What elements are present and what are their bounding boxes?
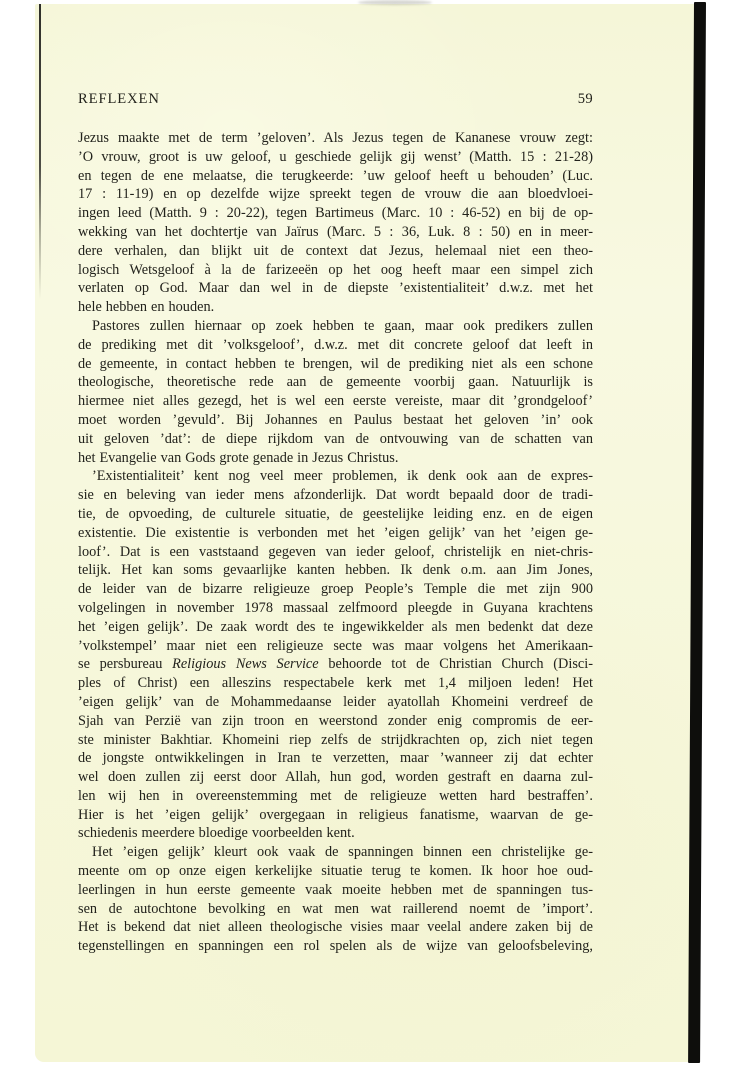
text-line <box>78 411 593 430</box>
text-run: tegenstellingen en spanningen een rol spelen als de wijze van geloofsbeleving, <box>78 938 593 955</box>
text-line <box>78 486 593 505</box>
text-run: hele hebben en houden. <box>78 299 215 316</box>
text-run: ingen leed (Matth. 9 : 20-22), tegen Bartimeus (Marc. 10 : 46-52) en bij de op- <box>78 205 593 222</box>
text-line <box>78 467 593 486</box>
italic-run: Religious News Service <box>172 656 319 673</box>
text-run: het ’eigen gelijk’. De zaak wordt des te ingewikkelder als men bedenkt dat deze <box>78 618 593 635</box>
text-run: moet worden ’gevuld’. Bij Johannes en Paulus bestaat het geloven ’in’ ook <box>78 411 593 428</box>
text-line <box>78 862 593 881</box>
text-run: sen de autochtone bevolking en wat men wat raillerend noemt de ’import’. <box>78 900 593 917</box>
text-run: de leider van de bizarre religieuze groep People’s Temple die met zijn 900 <box>78 581 593 598</box>
text-run: Jezus maakte met de term ’geloven’. Als Jezus tegen de Kananese vrouw zegt: <box>78 130 593 146</box>
text-line <box>78 505 593 524</box>
text-line <box>78 824 593 843</box>
text-line <box>78 430 593 449</box>
text-run: uit geloven ’dat’: de diepe rijkdom van de ontvouwing van de schatten van <box>78 430 593 447</box>
text-run: hiermee niet alles gezegd, het is wel een eerste vereiste, maar dit ’grondgeloof’ <box>78 393 593 410</box>
text-line <box>78 317 593 336</box>
text-run: en tegen de ene melaatse, die terugkeerde: ’uw geloof heeft u behouden’ (Luc. <box>78 167 593 184</box>
page-number: 59 <box>577 91 593 107</box>
text-line <box>78 580 593 599</box>
text-line <box>78 392 593 411</box>
text-line <box>78 336 593 355</box>
text-run: Sjah van Perzië van zijn troon en weerstond zonder enig compromis de eer- <box>78 712 593 729</box>
text-line <box>78 843 593 862</box>
text-run: leerlingen in hun eerste gemeente vaak moeite hebben met de spanningen tus- <box>78 881 593 898</box>
text-line <box>78 279 593 298</box>
text-run: ’eigen gelijk’ van de Mohammedaanse leider ayatollah Khomeini verdreef de <box>78 693 593 710</box>
text-run: Hier is het ’eigen gelijk’ overgegaan in religieus fanatisme, waarvan de ge- <box>78 806 593 823</box>
text-line <box>78 185 593 204</box>
text-run: de prediking met dit ’volksgeloof’, d.w.z. met dit concrete geloof dat leeft in <box>78 336 593 353</box>
text-run: verlaten op God. Maar dan wel in de diepste ’existentialiteit’ d.w.z. met het <box>78 280 593 297</box>
text-run: het Evangelie van Gods grote genade in Jezus Christus. <box>78 449 399 466</box>
text-line <box>78 148 593 167</box>
text-run: logisch Wetsgeloof à la de farizeeën op het oog heeft maar een simpel zich <box>78 261 593 278</box>
text-run: wel doen zullen zij eerst door Allah, hun god, worden gestraft en daarna zul- <box>78 769 593 786</box>
text-run: existentie. Die existentie is verbonden met het ’eigen gelijk’ van het ’eigen ge- <box>78 524 593 541</box>
text-line <box>78 543 593 562</box>
text-run: wekking van het dochtertje van Jaïrus (Marc. 5 : 36, Luk. 8 : 50) en in meer- <box>78 223 593 240</box>
text-run: de gemeente, in contact hebben te brengen, wil de prediking niet als een schone <box>78 355 593 372</box>
page-edge-line <box>39 4 41 299</box>
text-line <box>78 637 593 656</box>
text-line <box>78 373 593 392</box>
text-line <box>78 261 593 280</box>
text-line <box>78 599 593 618</box>
text-line <box>78 129 593 148</box>
text-line <box>78 242 593 261</box>
text-run: Het is bekend dat niet alleen theologische visies maar veelal andere zaken bij de <box>78 919 593 936</box>
running-title: REFLEXEN <box>78 91 160 107</box>
body-text <box>78 129 593 956</box>
text-run: Pastores zullen hiernaar op zoek hebben te gaan, maar ook predikers zullen <box>92 317 593 334</box>
text-line <box>78 768 593 787</box>
text-run: Het ’eigen gelijk’ kleurt ook vaak de spanningen binnen een christelijke ge- <box>92 844 593 861</box>
text-line <box>78 298 593 317</box>
text-line <box>78 674 593 693</box>
text-line <box>78 806 593 825</box>
text-run: loof’. Dat is een vaststaand gegeven van ieder geloof, christelijk en niet-chris- <box>78 543 593 560</box>
text-run: behoorde tot de Christian Church (Disci- <box>318 656 593 673</box>
book-page <box>35 4 697 1062</box>
text-line <box>78 900 593 919</box>
text-line <box>78 731 593 750</box>
text-run: ’volkstempel’ maar niet een religieuze secte was maar volgens het Amerikaan- <box>78 637 593 654</box>
text-run: len wij hen in overeenstemming met de religieuze wetten hard bestraffen’. <box>78 787 593 804</box>
text-line <box>78 881 593 900</box>
text-run: ples of Christ) een alleszins respectabele kerk met 1,4 miljoen leden! Het <box>78 675 593 692</box>
text-line <box>78 204 593 223</box>
text-line <box>78 712 593 731</box>
text-run: theologische, theoretische rede aan de gemeente voorbij gaan. Natuurlijk is <box>78 374 593 391</box>
text-run: ’O vrouw, groot is uw geloof, u geschiede gelijk gij wenst’ (Matth. 15 : 21-28) <box>78 148 593 165</box>
text-run: tie, de opvoeding, de culturele situatie, de geestelijke leiding enz. en de eigen <box>78 505 593 522</box>
page-header <box>78 91 593 108</box>
text-line <box>78 937 593 956</box>
text-line <box>78 524 593 543</box>
text-run: ste minister Bakhtiar. Khomeini riep zelfs de strijdkrachten op, zich niet tegen <box>78 731 593 748</box>
text-run: 17 : 11-19) en op dezelfde wijze spreekt tegen de vrouw die aan bloedvloei- <box>78 186 593 203</box>
text-run: ’Existentialiteit’ kent nog veel meer problemen, ik denk ook aan de expres- <box>92 468 593 485</box>
text-run: dere verhalen, dan blijkt uit de context dat Jezus, helemaal niet een theo- <box>78 242 593 259</box>
text-line <box>78 167 593 186</box>
text-run: volgelingen in november 1978 massaal zelfmoord pleegde in Guyana krachtens <box>78 599 593 616</box>
text-run: sie en beleving van ieder mens afzonderlijk. Dat wordt bepaald door de tradi- <box>78 487 593 504</box>
text-line <box>78 618 593 637</box>
scan-artifact-smudge <box>358 0 432 5</box>
text-line <box>78 787 593 806</box>
text-line <box>78 693 593 712</box>
text-line <box>78 918 593 937</box>
text-line <box>78 355 593 374</box>
text-line <box>78 449 593 468</box>
text-run: de jongste ontwikkelingen in Iran te verzetten, maar ’wanneer zij dat echter <box>78 750 593 767</box>
text-line <box>78 223 593 242</box>
text-run: meente om op onze eigen kerkelijke situatie terug te komen. Ik hoor hoe oud- <box>78 863 593 880</box>
text-line <box>78 561 593 580</box>
text-line <box>78 655 593 674</box>
text-line <box>78 749 593 768</box>
text-run: telijk. Het kan soms gevaarlijke kanten hebben. Ik denk o.m. aan Jim Jones, <box>78 562 593 579</box>
text-run: se persbureau <box>78 656 173 673</box>
text-run: schiedenis meerdere bloedige voorbeelden kent. <box>78 825 355 842</box>
